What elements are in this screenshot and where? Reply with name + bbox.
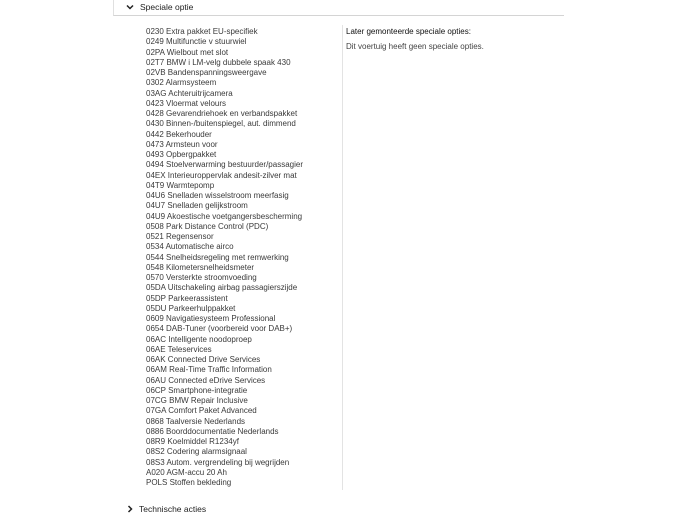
later-installed-title: Later gemonteerde speciale opties: — [346, 27, 471, 36]
option-item: 0473 Armsteun voor — [146, 139, 218, 149]
option-item: 08R9 Koelmiddel R1234yf — [146, 437, 239, 446]
option-item: 0494 Stoelverwarming bestuurder/passagier — [146, 160, 303, 170]
option-item: 0570 Versterkte stroomvoeding — [146, 273, 257, 282]
option-item: 05DU Parkeerhulppakket — [146, 303, 236, 313]
option-item: 06AE Teleservices — [146, 344, 212, 354]
special-options-header[interactable] — [113, 0, 564, 16]
option-item: 0508 Park Distance Control (PDC) — [146, 221, 269, 231]
technical-actions-header[interactable] — [127, 503, 206, 515]
option-item: 02T7 BMW i LM-velg dubbele spaak 430 — [146, 57, 291, 67]
option-item: 04U7 Snelladen gelijkstroom — [146, 201, 248, 211]
option-item: 04U9 Akoestische voetgangersbescherming — [146, 211, 303, 221]
option-item: 0534 Automatische airco — [146, 242, 234, 252]
column-divider — [342, 25, 343, 490]
chevron-down-icon — [123, 0, 137, 14]
option-item: 0521 Regensensor — [146, 232, 214, 241]
option-item: 04T9 Warmtepomp — [146, 180, 215, 190]
option-item: 08S3 Autom. vergrendeling bij wegrijden — [146, 457, 290, 467]
option-item: 0544 Snelheidsregeling met remwerking — [146, 252, 289, 262]
option-item: 08S2 Codering alarmsignaal — [146, 447, 247, 457]
special-options-title: Speciale optie — [140, 1, 194, 12]
option-item: 04U6 Snelladen wisselstroom meerfasig — [146, 191, 289, 200]
option-item: 0430 Binnen-/buitenspiegel, aut. dimmend — [146, 119, 296, 129]
option-item: 0249 Multifunctie v stuurwiel — [146, 37, 247, 47]
chevron-right-icon — [127, 505, 133, 513]
option-item: 06AK Connected Drive Services — [146, 355, 261, 364]
option-item: 06AU Connected eDrive Services — [146, 375, 266, 385]
option-item: 0654 DAB-Tuner (voorbereid voor DAB+) — [146, 324, 293, 334]
option-item: 06AC Intelligente noodoproep — [146, 334, 252, 344]
option-item: 07CG BMW Repair Inclusive — [146, 396, 248, 405]
option-item: 0886 Boorddocumentatie Nederlands — [146, 426, 279, 436]
option-item: A020 AGM-accu 20 Ah — [146, 467, 227, 477]
option-item: 0868 Taalversie Nederlands — [146, 416, 246, 426]
option-item: 0428 Gevarendriehoek en verbandspakket — [146, 109, 298, 118]
special-options-list — [146, 27, 341, 488]
option-item: 06AM Real-Time Traffic Information — [146, 365, 272, 375]
option-item: 0302 Alarmsysteem — [146, 78, 217, 88]
option-item: 02VB Bandenspanningsweergave — [146, 68, 267, 77]
option-item: 0548 Kilometersnelheidsmeter — [146, 262, 255, 272]
option-item: 0493 Opbergpakket — [146, 150, 217, 159]
option-item: 05DA Uitschakeling airbag passagierszijde — [146, 283, 298, 293]
option-item: 06CP Smartphone-integratie — [146, 385, 248, 395]
later-installed-options — [346, 27, 646, 52]
option-item: 0609 Navigatiesysteem Professional — [146, 314, 276, 323]
technical-actions-title: Technische acties — [139, 504, 207, 514]
option-item: 0230 Extra pakket EU-specifiek — [146, 27, 258, 36]
option-item: 05DP Parkeerassistent — [146, 293, 228, 303]
option-item: 04EX Interieuroppervlak andesit-zilver mat — [146, 170, 297, 180]
later-installed-text: Dit voertuig heeft geen speciale opties. — [346, 41, 484, 51]
option-item: 0423 Vloermat velours — [146, 98, 227, 108]
option-item: 07GA Comfort Paket Advanced — [146, 406, 257, 416]
option-item: 02PA Wielbout met slot — [146, 47, 229, 57]
option-item: 0442 Bekerhouder — [146, 129, 212, 139]
option-item: POLS Stoffen bekleding — [146, 478, 232, 487]
option-item: 03AG Achteruitrijcamera — [146, 88, 233, 98]
